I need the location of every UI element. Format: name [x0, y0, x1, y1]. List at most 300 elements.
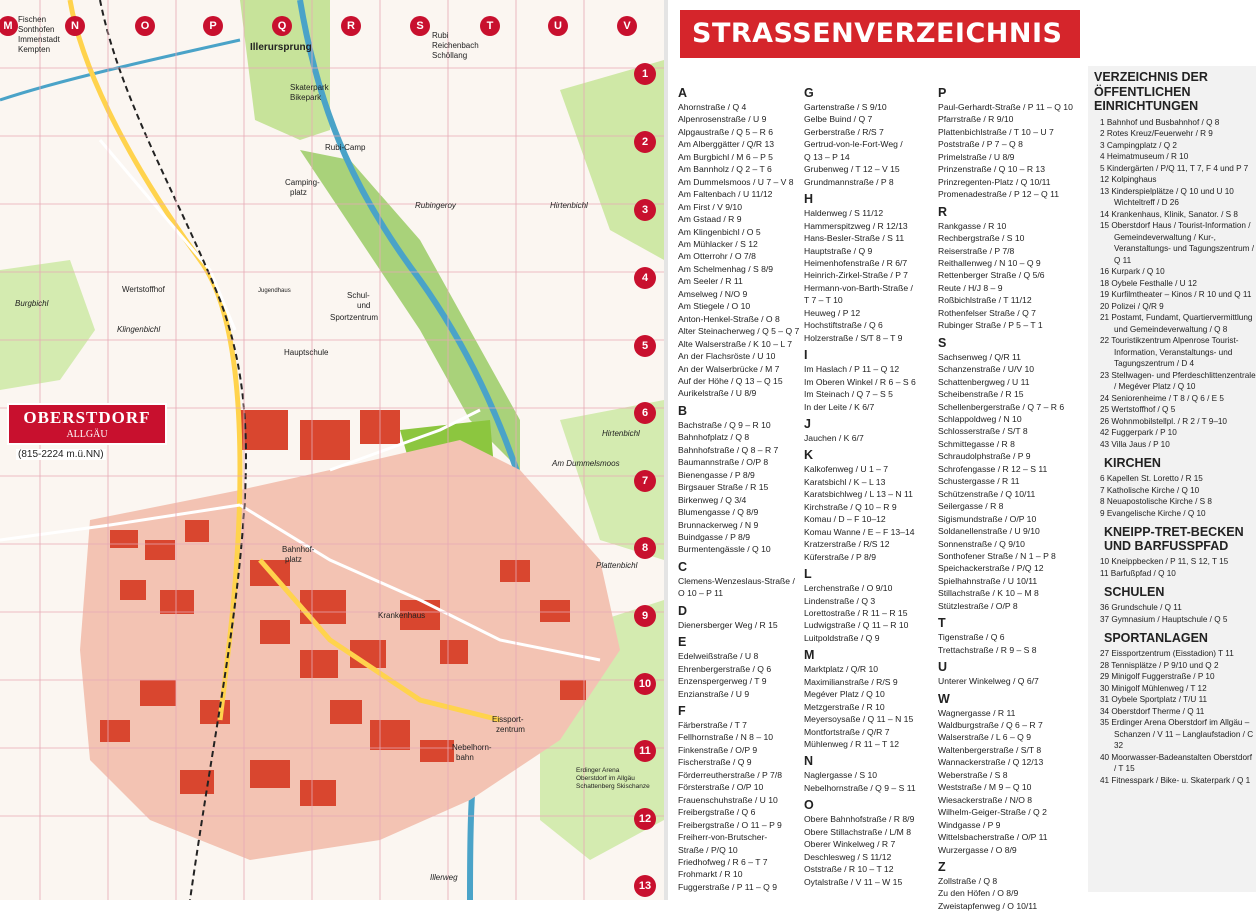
street-entry: Komau / D – F 10–12 [804, 514, 886, 525]
facility-entry: 5 Kindergärten / P/Q 11, T 7, F 4 und P 7 [1100, 163, 1249, 173]
street-entry: Oytalstraße / V 11 – W 15 [804, 876, 903, 887]
label-schoellang: Schöllang [432, 51, 468, 60]
facility-entry: 26 Wohnmobilstellpl. / R 2 / T 9–10 [1100, 416, 1227, 426]
index-letter: P [938, 86, 947, 100]
street-entry: Schrofengasse / R 12 – S 11 [938, 463, 1048, 474]
street-entry: Heimenhofenstraße / R 6/7 [804, 257, 908, 268]
street-entry: Sonthofener Straße / N 1 – P 8 [938, 550, 1056, 561]
facility-entry: 6 Kapellen St. Loretto / R 15 [1100, 474, 1203, 483]
street-entry: Jauchen / K 6/7 [804, 432, 864, 443]
street-entry: Zweistapfenweg / O 10/11 [938, 900, 1038, 911]
street-entry: Bachstraße / Q 9 – R 10 [678, 419, 771, 430]
town-name-badge [7, 403, 167, 445]
label-camping: Camping- [285, 178, 320, 187]
label-illerweg: Illerweg [430, 873, 458, 882]
street-entry: Alter Steinacherweg / Q 5 – Q 7 [678, 326, 800, 337]
street-entry: Wagnergasse / R 11 [938, 707, 1016, 718]
street-entry: Waltenbergerstraße / S/T 8 [938, 744, 1042, 755]
facility-entry: 27 Eissportzentrum (Eisstadion) T 11 [1100, 649, 1234, 658]
facility-entry: 40 Moorwasser-Badeanstalten Oberstdorf / T 15 [1100, 752, 1253, 773]
street-entry: Freibergstraße / Q 6 [678, 807, 756, 818]
facility-entry: 28 Tennisplätze / P 9/10 und Q 2 [1100, 660, 1219, 670]
facility-entry: 10 Kneippbecken / P 11, S 12, T 15 [1100, 557, 1229, 566]
label-wertstoffhof: Wertstoffhof [122, 285, 165, 294]
facility-entry: 2 Rotes Kreuz/Feuerwehr / R 9 [1100, 129, 1213, 138]
street-entry: Rechbergstraße / S 10 [938, 233, 1025, 244]
grid-label-13: 13 [638, 880, 652, 892]
street-index-column-3 [938, 82, 1078, 912]
street-entry: Heuweg / P 12 [804, 307, 861, 318]
label-hauptschule: Hauptschule [284, 348, 329, 357]
street-entry: Birkenweg / Q 3/4 [678, 494, 747, 505]
street-entry: Schustergasse / R 11 [938, 476, 1020, 487]
street-entry: Lerchenstraße / O 9/10 [804, 583, 893, 594]
street-entry: Obere Stillachstraße / L/M 8 [804, 826, 911, 837]
public-facilities-sections [1088, 456, 1256, 786]
street-entry: Reiserstraße / P 7/8 [938, 245, 1015, 256]
street-entry: Amselweg / N/O 9 [678, 288, 748, 299]
street-entry: Ahornstraße / Q 4 [678, 102, 747, 112]
street-entry: Aurikelstraße / U 8/9 [678, 388, 757, 399]
street-entry: O 10 – P 11 [678, 588, 724, 599]
street-entry: Fuggerstraße / P 11 – Q 9 [678, 881, 778, 892]
street-entry: Unterer Winkelweg / Q 6/7 [938, 676, 1039, 687]
public-facilities-panel [1088, 66, 1256, 892]
label-bahnhofplatz: platz [285, 555, 302, 564]
street-entry: Primelstraße / U 8/9 [938, 151, 1015, 162]
street-entry: Burmentengässle / Q 10 [678, 544, 771, 555]
index-letter: W [938, 691, 950, 706]
street-entry: Wurzergasse / O 8/9 [938, 844, 1017, 855]
street-entry: Freibergstraße / O 11 – P 9 [678, 819, 782, 830]
label-fischen: Fischen [18, 15, 47, 24]
index-letter: M [804, 648, 815, 663]
street-entry: Speichackerstraße / P/Q 12 [938, 563, 1044, 574]
street-entry: Friedhofweg / R 6 – T 7 [678, 857, 768, 868]
index-letter: D [678, 603, 688, 618]
street-entry: Karatsbichlweg / L 13 – N 11 [804, 489, 913, 500]
index-letter: A [678, 86, 688, 100]
street-entry: Tigenstraße / Q 6 [938, 632, 1005, 643]
facility-entry: 22 Touristikzentrum Alpenrose Tourist-Information, Veranstaltungs- und Tagungszentrum / D 4 [1100, 336, 1239, 368]
label-und: und [357, 301, 371, 310]
label-bikepark: Bikepark [290, 93, 322, 102]
label-eissport-zentrum: zentrum [496, 725, 525, 734]
label-sportzentrum: Sportzentrum [330, 313, 379, 322]
facility-entry: 19 Kurfilmtheater – Kinos / R 10 und Q 11 [1100, 290, 1252, 299]
street-entry: Metzgerstraße / R 10 [804, 701, 885, 712]
street-entry: Pfarrstraße / R 9/10 [938, 114, 1014, 125]
street-entry: Alte Walserstraße / K 10 – L 7 [678, 338, 792, 349]
facility-entry: 29 Minigolf Fuggerstraße / P 10 [1100, 672, 1215, 681]
facility-entry: 1 Bahnhof und Busbahnhof / Q 8 [1100, 117, 1220, 127]
street-entry: Bahnhofstraße / Q 8 – R 7 [678, 444, 779, 455]
street-entry: Nebelhornstraße / Q 9 – S 11 [804, 782, 916, 793]
facility-entry: 4 Heimatmuseum / R 10 [1100, 152, 1189, 161]
label-klingenbichl: Klingenbichl [117, 325, 161, 334]
street-index-page [668, 0, 1256, 911]
street-entry: Dienersberger Weg / R 15 [678, 619, 778, 630]
street-entry: Enzianstraße / U 9 [678, 688, 750, 699]
street-entry: An der Walserbrücke / M 7 [678, 363, 780, 374]
town-name: OBERSTDORF [23, 408, 151, 427]
index-letter: B [678, 403, 688, 418]
street-entry: Spielhahnstraße / U 10/11 [938, 575, 1038, 586]
grid-label-11: 11 [639, 745, 651, 757]
facility-entry: 9 Evangelische Kirche / Q 10 [1100, 508, 1206, 518]
street-entry: Ehrenbergerstraße / Q 6 [678, 663, 772, 674]
label-rubi: Rubi [432, 31, 449, 40]
street-entry: Zu den Höfen / O 8/9 [938, 888, 1019, 899]
street-entry: Am Burgbichl / M 6 – P 5 [678, 151, 773, 162]
facility-section-heading: KNEIPP-TRET-BECKEN UND BARFUSSPFAD [1104, 525, 1244, 553]
street-entry: Scheibenstraße / R 15 [938, 389, 1024, 400]
label-rubingeroy: Rubingeroy [415, 201, 456, 210]
facility-entry: 7 Katholische Kirche / Q 10 [1100, 485, 1200, 495]
grid-label-1: 1 [641, 68, 649, 80]
index-letter: G [804, 86, 814, 100]
label-kempten: Kempten [18, 45, 51, 54]
grid-label-v-text: V [623, 20, 631, 32]
street-entry: Schmittegasse / R 8 [938, 438, 1015, 449]
street-entry: Oberer Winkelweg / R 7 [804, 839, 896, 850]
grid-label-t-text: T [486, 20, 494, 32]
street-entry: Seilergasse / R 8 [938, 501, 1004, 512]
grid-label-5: 5 [641, 340, 649, 352]
street-entry: Windgasse / P 9 [938, 819, 1001, 830]
label-erdinger-arena-3: Schattenberg Skischanze [576, 783, 650, 790]
facility-entry: 14 Krankenhaus, Klinik, Sanator. / S 8 [1100, 209, 1238, 219]
street-entry: Meyersoysaße / Q 11 – N 15 [804, 714, 914, 725]
label-krankenhaus: Krankenhaus [378, 611, 426, 620]
grid-label-q-text: Q [277, 20, 287, 32]
grid-label-u-text: U [554, 20, 562, 32]
grid-label-6: 6 [641, 407, 649, 419]
street-entry: Sigismundstraße / O/P 10 [938, 513, 1037, 524]
label-am-dummelsmoos: Am Dummelsmoos [552, 459, 620, 468]
street-index-column-2 [804, 82, 936, 888]
grid-label-8: 8 [641, 542, 649, 554]
street-entry: Maximilianstraße / R/S 9 [804, 676, 898, 687]
facility-entry: 21 Postamt, Fundamt, Quartiervermittlung und Gemeindeverwaltung / Q 8 [1100, 313, 1253, 334]
town-region: ALLGÄU [66, 429, 108, 440]
facility-entry: 11 Barfußpfad / Q 10 [1100, 568, 1176, 578]
street-entry: Gelbe Buind / Q 7 [804, 114, 873, 125]
street-entry: Waldburgstraße / Q 6 – R 7 [938, 720, 1043, 731]
facility-entry: 24 Seniorenheime / T 8 / Q 6 / E 5 [1100, 393, 1224, 403]
street-entry: Wiesackerstraße / N/O 8 [938, 794, 1033, 805]
street-entry: Hans-Besler-Straße / S 11 [804, 233, 905, 244]
street-entry: Buindgasse / P 8/9 [678, 531, 750, 542]
street-entry: Grundmannstraße / P 8 [804, 176, 894, 187]
street-entry: Poststraße / P 7 – Q 8 [938, 139, 1023, 150]
street-entry: Schützenstraße / Q 10/11 [938, 488, 1036, 499]
label-illerursprung: Illerursprung [250, 42, 312, 53]
grid-label-10: 10 [638, 678, 652, 690]
street-entry: Alpenrosenstraße / U 9 [678, 114, 767, 125]
facility-entry: 12 Kolpinghaus [1100, 175, 1157, 184]
street-entry: Schattenbergweg / U 11 [938, 376, 1030, 387]
street-entry: Marktplatz / Q/R 10 [804, 664, 879, 675]
street-entry: Zollstraße / Q 8 [938, 876, 998, 887]
street-entry: Reute / H/J 8 – 9 [938, 282, 1003, 293]
facility-entry: 42 Fuggerpark / P 10 [1100, 428, 1177, 437]
index-letter: S [938, 335, 947, 350]
index-letter: N [804, 754, 814, 769]
street-entry: Ludwigstraße / Q 11 – R 10 [804, 620, 909, 631]
street-entry: Anton-Henkel-Straße / O 8 [678, 313, 780, 324]
label-schul: Schul- [347, 291, 370, 300]
grid-label-3: 3 [641, 204, 649, 216]
facility-entry: 15 Oberstdorf Haus / Tourist-Information / Gemeindeverwaltung / Kur-, Veranstaltungs- und Tagungszentrum / Q 11 [1100, 221, 1255, 265]
label-nebelhornbahn: bahn [456, 753, 474, 762]
street-entry: Hammerspitzweg / R 12/13 [804, 220, 908, 231]
facility-entry: 20 Polizei / Q/R 9 [1100, 301, 1164, 311]
street-entry: Am Mühlacker / S 12 [678, 238, 758, 249]
index-letter: E [678, 635, 687, 650]
street-entry: Stillachstraße / K 10 – M 8 [938, 588, 1039, 599]
label-eissport: Eissport- [492, 715, 524, 724]
street-entry: Am Dummelsmoos / U 7 – V 8 [678, 176, 794, 187]
street-entry: Kalkofenweg / U 1 – 7 [804, 464, 889, 475]
street-entry: Promenadestraße / P 12 – Q 11 [938, 189, 1060, 200]
street-entry: Am Gstaad / R 9 [678, 214, 742, 225]
street-entry: Schlosserstraße / S/T 8 [938, 426, 1028, 437]
street-entry: Holzerstraße / S/T 8 – T 9 [804, 332, 903, 343]
facility-section-heading: SPORTANLAGEN [1104, 631, 1208, 645]
street-entry: Hochstiftstraße / Q 6 [804, 320, 883, 331]
street-entry: Mühlenweg / R 11 – T 12 [804, 739, 900, 750]
label-burgbichl: Burgbichl [15, 299, 49, 308]
label-jugendhaus: Jugendhaus [258, 288, 291, 294]
street-entry: Fellhornstraße / N 8 – 10 [678, 732, 774, 743]
street-index-title: STRASSENVERZEICHNIS [680, 10, 1080, 58]
street-entry: Sonnenstraße / Q 9/10 [938, 538, 1025, 549]
street-entry: Naglergasse / S 10 [804, 770, 878, 781]
facility-entry: 35 Erdinger Arena Oberstdorf im Allgäu – Schanzen / V 11 – Langlaufstadion / C 32 [1100, 718, 1254, 750]
label-skaterpark: Skaterpark [290, 83, 329, 92]
street-entry: Oststraße / R 10 – T 12 [804, 864, 894, 875]
label-sonthofen: Sonthofen [18, 25, 55, 34]
street-entry: Frauenschuhstraße / U 10 [678, 794, 778, 805]
street-entry: Schlappoldweg / N 10 [938, 413, 1022, 424]
facility-entry: 37 Gymnasium / Hauptschule / Q 5 [1100, 614, 1228, 624]
grid-label-o-text: O [140, 20, 150, 32]
street-entry: Birgsauer Straße / R 15 [678, 482, 769, 493]
grid-label-s-text: S [416, 20, 424, 32]
street-entry: Rettenberger Straße / Q 5/6 [938, 270, 1045, 281]
label-nebelhorn: Nebelhorn- [452, 743, 492, 752]
index-letter: F [678, 704, 686, 719]
facility-section-heading: KIRCHEN [1104, 456, 1161, 470]
street-entry: Gerberstraße / R/S 7 [804, 126, 884, 137]
street-entry: Finkenstraße / O/P 9 [678, 744, 758, 755]
street-entry: Karatsbichl / K – L 13 [804, 476, 886, 487]
street-index-column-1 [678, 82, 800, 893]
street-entry: Grubenweg / T 12 – V 15 [804, 164, 900, 175]
street-entry: Am Bannholz / Q 2 – T 6 [678, 164, 772, 175]
street-entry: Clemens-Wenzeslaus-Straße / [678, 575, 795, 586]
grid-label-n-text: N [71, 20, 79, 32]
street-entry: Komau Wanne / E – F 13–14 [804, 526, 915, 537]
index-letter: U [938, 660, 948, 675]
street-entry: Montfortstraße / Q/R 7 [804, 726, 890, 737]
street-entry: Wannackerstraße / Q 12/13 [938, 757, 1044, 768]
street-entry: Schraudolphstraße / P 9 [938, 451, 1031, 462]
street-entry: Edelweißstraße / U 8 [678, 651, 759, 662]
street-entry: Enzenspergerweg / T 9 [678, 676, 767, 687]
street-entry: Am Klingenbichl / O 5 [678, 226, 761, 237]
facility-entry: 36 Grundschule / Q 11 [1100, 603, 1182, 612]
street-entry: Obere Bahnhofstraße / R 8/9 [804, 814, 915, 825]
index-letter: T [938, 616, 946, 631]
street-entry: Heinrich-Zirkel-Straße / P 7 [804, 270, 908, 281]
facility-entry: 18 Oybele Festhalle / U 12 [1100, 278, 1197, 288]
street-entry: T 7 – T 10 [804, 295, 843, 306]
index-letter: L [804, 567, 812, 582]
facility-entry: 8 Neuapostolische Kirche / S 8 [1100, 497, 1212, 506]
label-reichenbach: Reichenbach [432, 41, 479, 50]
index-letter: I [804, 348, 808, 363]
street-entry: In der Leite / K 6/7 [804, 401, 875, 412]
street-entry: Förderreutherstraße / P 7/8 [678, 769, 782, 780]
street-entry: Rothenfelser Straße / Q 7 [938, 307, 1036, 318]
index-letter: J [804, 416, 811, 431]
facility-entry: 25 Wertstoffhof / Q 5 [1100, 405, 1176, 414]
label-plattenbichl: Plattenbichl [596, 561, 638, 570]
street-entry: Am Faltenbach / U 11/12 [678, 189, 773, 200]
street-entry: Megéver Platz / Q 10 [804, 689, 885, 700]
street-entry: Lorettostraße / R 11 – R 15 [804, 607, 908, 618]
street-entry: Q 13 – P 14 [804, 151, 850, 162]
street-entry: Sachsenweg / Q/R 11 [938, 351, 1021, 362]
grid-label-7: 7 [641, 475, 649, 487]
facility-entry: 34 Oberstdorf Therme / Q 11 [1100, 706, 1205, 716]
index-letter: K [804, 448, 814, 463]
street-entry: Am Schelmenhag / S 8/9 [678, 263, 774, 274]
facility-entry: 41 Fitnesspark / Bike- u. Skaterpark / Q 1 [1100, 775, 1251, 785]
index-letter: R [938, 204, 948, 219]
street-entry: Im Haslach / P 11 – Q 12 [804, 364, 900, 375]
facility-entry: 16 Kurpark / Q 10 [1100, 267, 1165, 276]
street-entry: Am Otterrohr / O 7/8 [678, 251, 756, 262]
street-entry: Luitpoldstraße / Q 9 [804, 632, 880, 643]
street-entry: Försterstraße / O/P 10 [678, 782, 764, 793]
street-entry: Walserstraße / L 6 – Q 9 [938, 732, 1031, 743]
street-entry: Plattenbichlstraße / T 10 – U 7 [938, 126, 1054, 137]
street-entry: Schellenbergerstraße / Q 7 – R 6 [938, 401, 1065, 412]
grid-label-r-text: R [347, 20, 355, 32]
altitude-label: (815-2224 m.ü.NN) [18, 449, 104, 460]
label-bahnhof: Bahnhof- [282, 545, 315, 554]
index-letter: H [804, 192, 814, 207]
street-entry: Schanzenstraße / U/V 10 [938, 364, 1035, 375]
street-entry: Am Alberggätter / Q/R 13 [678, 139, 775, 150]
street-entry: Freiherr-von-Brutscher- [678, 832, 768, 843]
street-entry: Küferstraße / P 8/9 [804, 551, 876, 562]
street-entry: Roßbichlstraße / T 11/12 [938, 295, 1032, 306]
facility-entry: 30 Minigolf Mühlenweg / T 12 [1100, 683, 1207, 693]
street-entry: Wittelsbacherstraße / O/P 11 [938, 832, 1048, 843]
facility-entry: 3 Campingplatz / Q 2 [1100, 140, 1177, 150]
street-entry: Fischerstraße / Q 9 [678, 757, 752, 768]
street-entry: Rubinger Straße / P 5 – T 1 [938, 320, 1043, 331]
index-letter: Z [938, 860, 946, 875]
facility-entry: 43 Villa Jaus / P 10 [1100, 439, 1170, 449]
grid-label-p-text: P [209, 20, 217, 32]
street-entry: Deschlesweg / S 11/12 [804, 851, 892, 862]
street-entry: Straße / P/Q 10 [678, 844, 738, 855]
index-letter: C [678, 559, 688, 574]
facility-entry: 23 Stellwagen- und Pferdeschlittenzentrale / Megéver Platz / Q 10 [1100, 370, 1256, 391]
street-entry: Rankgasse / R 10 [938, 220, 1007, 231]
label-immenstadt: Immenstadt [18, 35, 60, 44]
street-entry: Kirchstraße / Q 10 – R 9 [804, 501, 897, 512]
street-entry: Alpgaustraße / Q 5 – R 6 [678, 126, 774, 137]
label-rubi-camp: Rubi-Camp [325, 143, 366, 152]
street-entry: Soldanellenstraße / U 9/10 [938, 526, 1040, 537]
street-entry: Am Stiegele / O 10 [678, 301, 751, 312]
street-entry: Im Steinach / Q 7 – S 5 [804, 389, 893, 400]
grid-label-4: 4 [641, 272, 649, 284]
street-entry: Gartenstraße / S 9/10 [804, 102, 887, 112]
street-entry: Paul-Gerhardt-Straße / P 11 – Q 10 [938, 102, 1073, 112]
street-entry: Auf der Höhe / Q 13 – Q 15 [678, 375, 783, 386]
street-entry: Blumengasse / Q 8/9 [678, 507, 759, 518]
label-camping-platz: platz [290, 188, 307, 197]
street-entry: Am Seeler / R 11 [678, 276, 743, 287]
street-entry: Weststraße / M 9 – Q 10 [938, 782, 1032, 793]
street-entry: An der Flachsröste / U 10 [678, 351, 776, 362]
label-erdinger-arena-2: Oberstdorf im Allgäu [576, 775, 635, 782]
street-entry: Haldenweg / S 11/12 [804, 208, 884, 219]
street-entry: Prinzenstraße / Q 10 – R 13 [938, 164, 1045, 175]
street-entry: Bahnhofplatz / Q 8 [678, 432, 750, 443]
grid-label-2: 2 [641, 136, 649, 148]
street-entry: Kratzerstraße / R/S 12 [804, 539, 890, 550]
grid-label-m-text: M [3, 20, 13, 32]
label-hirtenbichl-east: Hirtenbichl [602, 429, 640, 438]
street-entry: Hauptstraße / Q 9 [804, 245, 873, 256]
street-entry: Reithallenweg / N 10 – Q 9 [938, 257, 1041, 268]
street-entry: Gertrud-von-le-Fort-Weg / [804, 139, 903, 150]
street-entry: Weberstraße / S 8 [938, 769, 1008, 780]
grid-label-12: 12 [638, 813, 652, 825]
index-letter: O [804, 798, 814, 813]
street-entry: Frohmarkt / R 10 [678, 869, 743, 880]
street-entry: Brunnackerweg / N 9 [678, 519, 759, 530]
street-entry: Hermann-von-Barth-Straße / [804, 282, 913, 293]
label-hirtenbichl: Hirtenbichl [550, 201, 588, 210]
grid-label-9: 9 [641, 610, 649, 622]
public-facilities-heading: VERZEICHNIS DER ÖFFENTLICHEN EINRICHTUNGEN [1094, 70, 1208, 113]
street-entry: Am First / V 9/10 [678, 201, 742, 212]
facility-entry: 31 Oybele Sportplatz / T/U 11 [1100, 695, 1208, 704]
street-entry: Stützlestraße / O/P 8 [938, 600, 1018, 611]
street-entry: Lindenstraße / Q 3 [804, 595, 876, 606]
street-entry: Färberstraße / T 7 [678, 720, 747, 731]
street-entry: Bienengasse / P 8/9 [678, 469, 755, 480]
facility-section-heading: SCHULEN [1104, 585, 1165, 599]
facility-entry: 13 Kinderspielplätze / Q 10 und U 10 Wichteltreff / D 26 [1100, 186, 1234, 207]
public-facilities-list [1088, 117, 1256, 451]
label-erdinger-arena: Erdinger Arena [576, 767, 620, 774]
street-entry: Prinzregenten-Platz / Q 10/11 [938, 176, 1051, 187]
street-entry: Wilhelm-Geiger-Straße / Q 2 [938, 807, 1047, 818]
street-entry: Im Oberen Winkel / R 6 – S 6 [804, 376, 916, 387]
street-entry: Trettachstraße / R 9 – S 8 [938, 644, 1037, 655]
street-entry: Baumannstraße / O/P 8 [678, 457, 769, 468]
